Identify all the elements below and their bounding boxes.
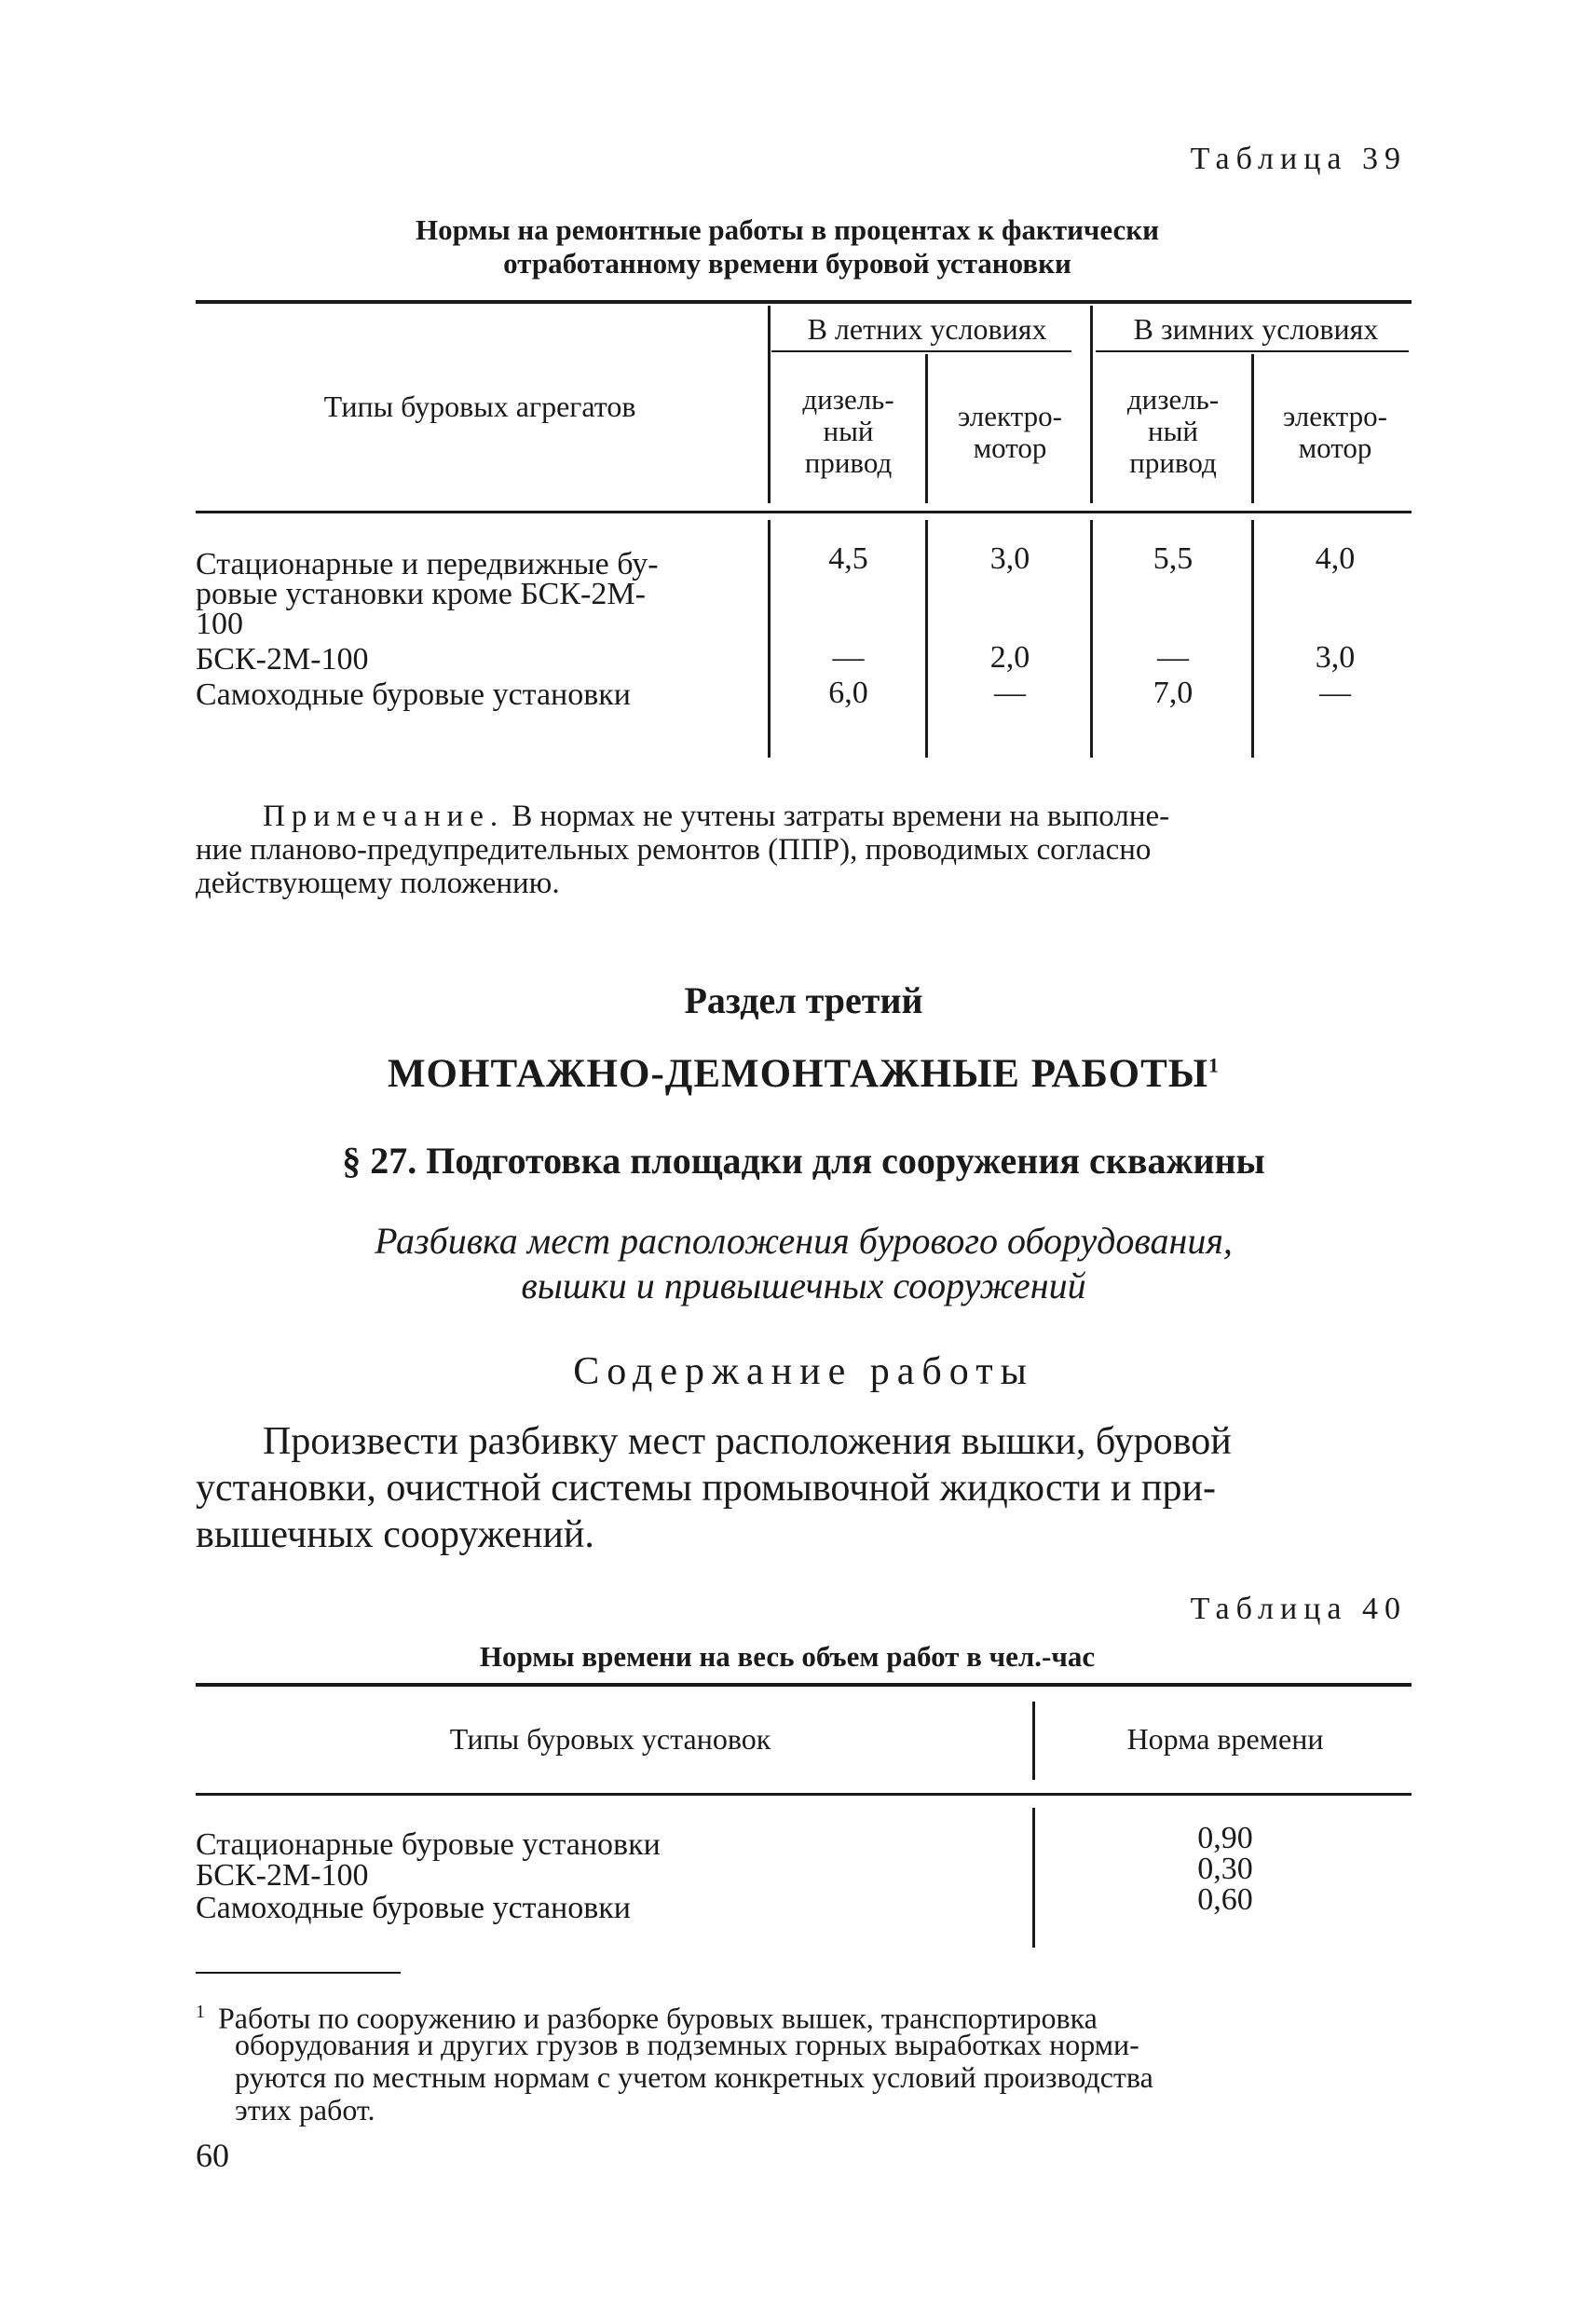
note-label: Примечание. [263,800,505,833]
table39-sub-electro-summer-l1: электро- [958,400,1062,432]
table39-col-type: Типы буровых агрегатов [323,390,636,423]
section-heading: Раздел третий [684,979,923,1021]
table39-sub-diesel-summer [771,384,925,479]
footnote-line3: руются по местным нормам с учетом конкретных условий производства [235,2060,1153,2094]
table39-row2-val1: — [832,640,865,675]
table39-vline-4 [1251,354,1254,503]
table40-row2-value: 0,30 [1197,1852,1253,1886]
table39-sub-diesel-winter [1095,384,1251,479]
table40-row2-name: БСК-2М-100 [196,1858,369,1893]
note-text-l1: В нормах не учтены затраты времени на выполне- [512,800,1170,833]
table40-row1-name: Стационарные буровые установки [196,1827,661,1862]
table39-group-winter: В зимних условиях [1133,312,1379,346]
table39-body-vline-4 [1251,520,1254,758]
footnote-line2: оборудования и других грузов в подземных горных выработках норми- [235,2028,1139,2061]
body-line3: вышечных сооружений. [196,1513,594,1556]
table39-sub-diesel-winter-l3: привод [1129,446,1217,479]
table39-top-rule [196,300,1412,304]
note-line3: действующему положению. [196,867,560,900]
table39-row1-val1: 4,5 [828,541,868,576]
table40-row3-value: 0,60 [1197,1882,1253,1917]
table39-sub-diesel-winter-l2: ный [1147,415,1198,447]
table39-title-line2: отработанному времени буровой установки [503,247,1071,280]
table39-row3-val4: — [1319,676,1351,710]
table40-col-norm: Норма времени [1126,1722,1324,1756]
table39-row1-name-l3: 100 [196,607,243,641]
table39-vline-2 [925,354,928,503]
table39-row3-name: Самоходные буровые установки [196,677,632,712]
table39-title-line1: Нормы на ремонтные работы в процентах к фактически [415,213,1160,246]
table40-body-vline [1032,1808,1035,1948]
table39-body-vline-1 [768,520,771,758]
note-line1 [263,800,1418,833]
table39-row1-name-l1: Стационарные и передвижные бу- [196,547,659,581]
table39-row2-val4: 3,0 [1315,640,1356,675]
paragraph-heading: § 27. Подготовка площадки для сооружения скважины [342,1140,1265,1182]
table40-row1-value: 0,90 [1197,1821,1253,1855]
body-line1: Произвести разбивку мест расположения вышки, буровой [263,1420,1232,1463]
table39-vline-3 [1090,306,1093,503]
table39-row1-val4: 4,0 [1315,541,1356,576]
table39-row1-val2: 3,0 [989,541,1030,576]
table39-sub-electro-winter-l1: электро- [1283,400,1387,432]
table39-row3-val3: 7,0 [1153,676,1194,710]
table39-sub-diesel-summer-l1: дизель- [802,383,894,416]
section-title-text: МОНТАЖНО-ДЕМОНТАЖНЫЕ РАБОТЫ [387,1052,1209,1096]
table39-vline-1 [768,306,771,503]
table39-body-vline-3 [1090,520,1093,758]
table39-sub-diesel-summer-l2: ный [823,415,874,447]
table39-row2-name: БСК-2М-100 [196,642,369,677]
table39-label: Таблица 39 [1190,142,1407,176]
table40-top-rule [196,1683,1412,1687]
table39-sub-electro-winter [1256,401,1414,464]
table40-label: Таблица 40 [1190,1592,1407,1626]
table39-group-summer-rule [771,350,1071,352]
footnote-line4: этих работ. [235,2093,375,2126]
table40-header-vline [1032,1702,1035,1780]
body-line2: установки, очистной системы промывочной жидкости и при- [196,1467,1216,1510]
table39-row2-val2: 2,0 [989,640,1030,675]
subtitle-line1: Разбивка мест расположения бурового оборудования, [375,1220,1233,1262]
table39-sub-electro-summer-l2: мотор [973,431,1047,464]
content-heading: Содержание работы [573,1350,1034,1393]
footnote-separator [196,1972,401,1974]
footnote-text-l1: Работы по сооружению и разборке буровых вышек, транспортировка [218,2001,1098,2035]
table39-row3-val2: — [994,676,1026,710]
section-title-footnote-mark: 1 [1208,1053,1221,1077]
subtitle-line2: вышки и привышечных сооружений [521,1265,1086,1306]
table40-title: Нормы времени на весь объем работ в чел.-час [479,1640,1096,1673]
table39-sub-diesel-summer-l3: привод [804,446,893,479]
section-title [196,1051,1412,1097]
table39-sub-diesel-winter-l1: дизель- [1126,383,1220,416]
table39-row1-name-l2: ровые установки кроме БСК-2М- [196,577,646,611]
table39-sub-electro-summer [930,401,1090,464]
footnote-mark: 1 [196,2002,205,2022]
table40-col-type: Типы буровых установок [449,1722,771,1756]
table39-body-vline-2 [925,520,928,758]
table39-header-rule [196,511,1412,513]
table39-row1-val3: 5,5 [1153,541,1194,576]
table39-sub-electro-winter-l2: мотор [1298,431,1372,464]
table39-row2-val3: — [1157,640,1189,675]
table39-row3-val1: 6,0 [828,676,868,710]
table39-group-winter-rule [1096,350,1409,352]
table39-group-summer: В летних условиях [807,312,1047,346]
note-line2: ние планово-предупредительных ремонтов (ППР), проводимых согласно [196,833,1152,867]
page-number: 60 [196,2137,229,2174]
table40-header-rule [196,1793,1412,1796]
table40-row3-name: Самоходные буровые установки [196,1891,632,1925]
